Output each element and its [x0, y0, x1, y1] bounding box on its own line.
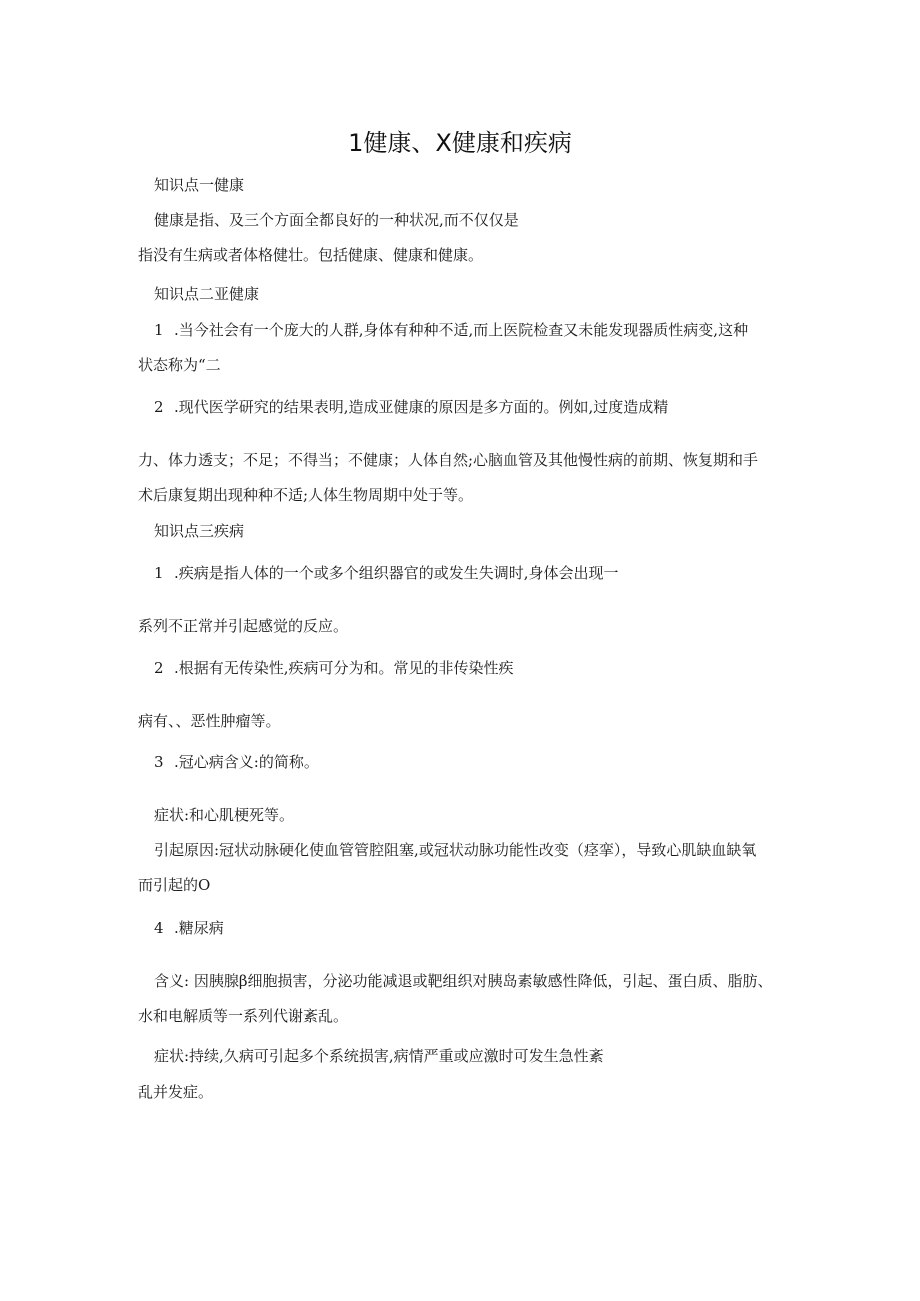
- paragraph-line: 指没有生病或者体格健壮。包括健康、健康和健康。: [138, 246, 484, 264]
- list-item-number: 2: [154, 659, 164, 677]
- paragraph-line: 症状:持续,久病可引起多个系统损害,病情严重或应激时可发生急性紊: [154, 1047, 604, 1065]
- paragraph-line: 而引起的O: [138, 876, 211, 894]
- list-item-text: .现代医学研究的结果表明,造成亚健康的原因是多方面的。例如,过度造成精: [174, 398, 669, 416]
- paragraph-line: 术后康复期出现种种不适;人体生物周期中处于等。: [138, 486, 474, 504]
- paragraph-line: 症状:和心肌梗死等。: [154, 806, 295, 824]
- paragraph-line: 状态称为“二: [138, 356, 221, 374]
- list-item: [154, 918, 224, 938]
- paragraph-line: 含义: 因胰腺β细胞损害，分泌功能减退或靶组织对胰岛素敏感性降低，引起、蛋白质、脂肪、: [154, 972, 773, 990]
- section-heading-disease: 知识点三疾病: [154, 522, 245, 540]
- list-item: [154, 320, 748, 340]
- paragraph-line: 病有、、恶性肿瘤等。: [138, 712, 281, 730]
- list-item-number: 1: [154, 564, 164, 582]
- section-heading-health: 知识点一健康: [154, 176, 245, 194]
- list-item: [154, 397, 668, 417]
- paragraph-line: 乱并发症。: [138, 1083, 214, 1101]
- list-item: [154, 658, 514, 678]
- paragraph-line: 引起原因:冠状动脉硬化使血管管腔阻塞,或冠状动脉功能性改变（痉挛），导致心肌缺血缺氧: [154, 841, 757, 859]
- list-item-number: 2: [154, 398, 164, 416]
- paragraph-line: 水和电解质等一系列代谢紊乱。: [138, 1007, 349, 1025]
- paragraph-line: 系列不正常并引起感觉的反应。: [138, 617, 349, 635]
- list-item-text: .当今社会有一个庞大的人群,身体有种种不适,而上医院检查又未能发现器质性病变,这种: [174, 321, 749, 339]
- list-item-text: .疾病是指人体的一个或多个组织器官的或发生失调时,身体会出现一: [174, 564, 619, 582]
- list-item-text: .糖尿病: [174, 919, 224, 937]
- paragraph-line: 健康是指、及三个方面全都良好的一种状况,而不仅仅是: [154, 211, 519, 229]
- list-item: [154, 752, 319, 772]
- page-title: 1健康、X健康和疾病: [348, 129, 572, 157]
- list-item-text: .根据有无传染性,疾病可分为和。常见的非传染性疾: [174, 659, 514, 677]
- list-item-number: 4: [154, 919, 164, 937]
- paragraph-line: 力、体力透支；不足；不得当；不健康；人体自然;心脑血管及其他慢性病的前期、恢复期和手: [138, 451, 759, 469]
- section-heading-subhealth: 知识点二亚健康: [154, 285, 260, 303]
- list-item-number: 1: [154, 321, 164, 339]
- list-item-text: .冠心病含义:的简称。: [174, 753, 319, 771]
- list-item-number: 3: [154, 753, 164, 771]
- list-item: [154, 563, 619, 583]
